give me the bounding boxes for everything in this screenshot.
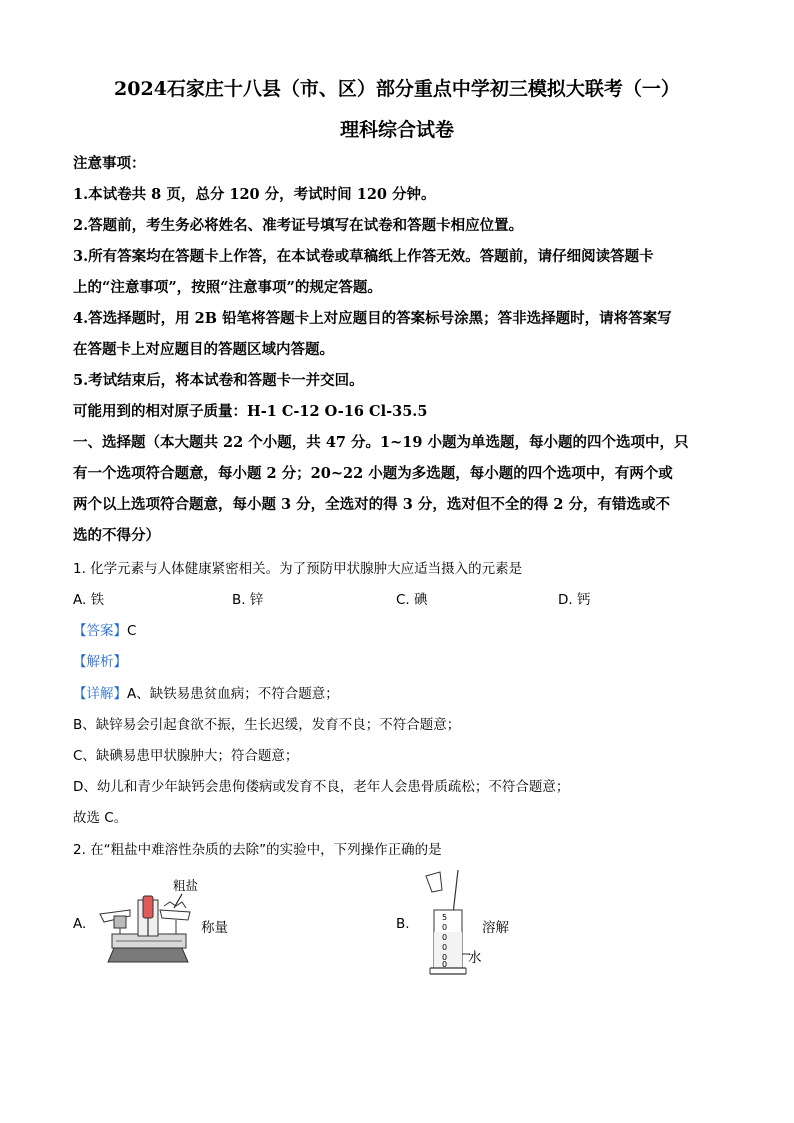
page-title: 2024石家庄十八县（市、区）部分重点中学初三模拟大联考（一）	[114, 78, 680, 100]
section-line: 选的不得分）	[73, 527, 160, 544]
balance-illustration	[94, 892, 204, 972]
notes-line: 3.所有答案均在答题卡上作答，在本试卷或草稿纸上作答无效。答题前，请仔细阅读答题卡	[73, 248, 654, 265]
detail-line: C、缺碘易患甲状腺肿大；符合题意；	[73, 748, 299, 764]
notes-line: 4.答选择题时，用 2B 铅笔将答题卡上对应题目的答案标号涂黑；答非选择题时，请将答案写	[73, 310, 672, 327]
q2-option-b-caption: 溶解	[482, 920, 509, 936]
detail-line: D、幼儿和青少年缺钙会患佝偻病或发育不良，老年人会患骨质疏松；不符合题意；	[73, 779, 570, 795]
q2-option-a-caption: 称量	[201, 920, 228, 936]
question-1-stem: 1. 化学元素与人体健康紧密相关。为了预防甲状腺肿大应适当摄入的元素是	[73, 561, 523, 577]
q2-option-b-letter: B.	[396, 916, 410, 932]
detail-line: 故选 C。	[73, 810, 128, 826]
q2-option-a-letter: A.	[73, 916, 87, 932]
analysis-tag: 【解析】	[73, 654, 127, 670]
notes-heading: 注意事项：	[73, 155, 146, 172]
question-2-stem: 2. 在“粗盐中难溶性杂质的去除”的实验中，下列操作正确的是	[73, 842, 442, 858]
q1-option-a: A. 铁	[73, 592, 105, 608]
notes-line: 1.本试卷共 8 页，总分 120 分，考试时间 120 分钟。	[73, 186, 436, 203]
detail-tag: 【详解】	[73, 686, 127, 702]
section-line: 有一个选项符合题意，每小题 2 分；20~22 小题为多选题，每小题的四个选项中，有两个或	[73, 465, 673, 482]
graduated-cylinder-illustration	[418, 870, 470, 980]
detail-line: A、缺铁易患贫血病；不符合题意；	[127, 686, 339, 702]
atomic-mass-line: 可能用到的相对原子质量：H-1 C-12 O-16 Cl-35.5	[73, 403, 428, 420]
detail-row	[73, 682, 339, 702]
notes-line: 上的“注意事项”，按照“注意事项”的规定答题。	[73, 279, 382, 296]
detail-line: B、缺锌易会引起食欲不振，生长迟缓，发育不良；不符合题意；	[73, 717, 461, 733]
cylinder-scale-mark: 0	[442, 943, 448, 952]
water-label: 水	[468, 950, 482, 966]
q1-option-d: D. 钙	[558, 592, 591, 608]
answer-value: C	[127, 623, 137, 639]
answer-row	[73, 619, 136, 639]
cylinder-scale-mark: 0	[442, 933, 448, 942]
notes-line: 2.答题前，考生务必将姓名、准考证号填写在试卷和答题卡相应位置。	[73, 217, 524, 234]
cylinder-scale-mark: 5	[442, 913, 448, 922]
section-line: 两个以上选项符合题意，每小题 3 分，全选对的得 3 分，选对但不全的得 2 分，有错选或不	[73, 496, 671, 513]
cylinder-scale-mark: 0	[442, 923, 448, 932]
cylinder-scale-mark: 0	[442, 960, 448, 969]
cylinder-scale-mark: 0	[442, 953, 448, 962]
page-subtitle: 理科综合试卷	[339, 119, 454, 141]
section-heading: 一、选择题（本大题共 22 个小题，共 47 分。1~19 小题为单选题，每小题的四个选项中，只	[73, 434, 689, 451]
notes-line: 在答题卡上对应题目的答题区域内答题。	[73, 341, 334, 358]
coarse-salt-label: 粗盐	[173, 878, 199, 893]
answer-tag: 【答案】	[73, 623, 127, 639]
notes-line: 5.考试结束后，将本试卷和答题卡一并交回。	[73, 372, 364, 389]
q1-option-b: B. 锌	[232, 592, 264, 608]
q1-option-c: C. 碘	[396, 592, 428, 608]
